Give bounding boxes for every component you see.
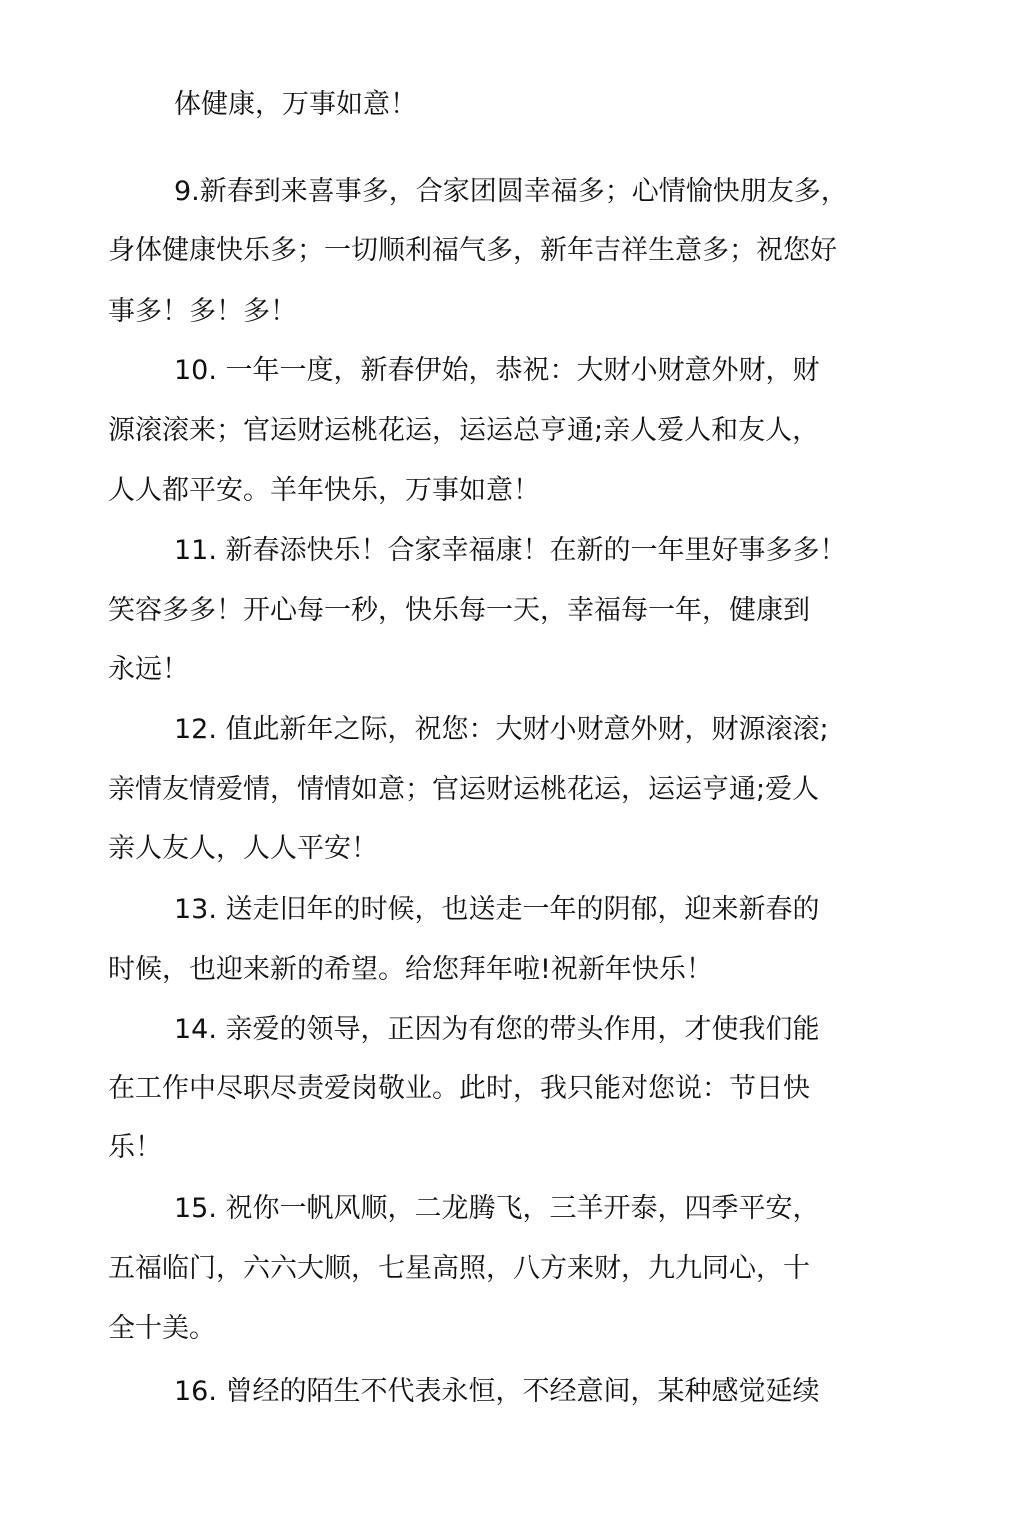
text-line: 亲人友人，人人平安！ <box>108 833 378 864</box>
text-line: 14. 亲爱的领导，正因为有您的带头作用，才使我们能 <box>174 1014 820 1045</box>
text-line: 五福临门，六六大顺，七星高照，八方来财，九九同心，十 <box>108 1253 810 1284</box>
text-line: 笑容多多！开心每一秒，快乐每一天，幸福每一年，健康到 <box>108 595 810 626</box>
text-line: 在工作中尽职尽责爱岗敬业。此时，我只能对您说：节日快 <box>108 1073 810 1104</box>
text-line: 人人都平安。羊年快乐，万事如意！ <box>108 475 540 506</box>
text-line: 永远！ <box>108 654 189 685</box>
text-line: 全十美。 <box>108 1313 216 1344</box>
text-line: 亲情友情爱情，情情如意；官运财运桃花运，运运亨通;爱人 <box>108 774 820 805</box>
text-line: 时候，也迎来新的希望。给您拜年啦!祝新年快乐！ <box>108 954 713 985</box>
text-line: 事多！多！多！ <box>108 296 297 327</box>
text-line: 身体健康快乐多；一切顺利福气多，新年吉祥生意多；祝您好 <box>108 235 837 266</box>
text-line: 11. 新春添快乐！合家幸福康！在新的一年里好事多多！ <box>174 535 847 566</box>
text-line: 12. 值此新年之际，祝您：大财小财意外财，财源滚滚; <box>174 714 829 745</box>
text-line: 乐！ <box>108 1132 162 1163</box>
text-line: 13. 送走旧年的时候，也送走一年的阴郁，迎来新春的 <box>174 894 820 925</box>
text-line: 9.新春到来喜事多，合家团圆幸福多；心情愉快朋友多， <box>174 176 848 207</box>
text-line: 体健康，万事如意！ <box>174 89 417 120</box>
text-line: 10. 一年一度，新春伊始，恭祝：大财小财意外财，财 <box>174 355 820 386</box>
text-line: 16. 曾经的陌生不代表永恒，不经意间，某种感觉延续 <box>174 1376 820 1407</box>
text-line: 源滚滚来；官运财运桃花运，运运总亨通;亲人爱人和友人， <box>108 415 820 446</box>
text-line: 15. 祝你一帆风顺，二龙腾飞，三羊开泰，四季平安， <box>174 1193 820 1224</box>
